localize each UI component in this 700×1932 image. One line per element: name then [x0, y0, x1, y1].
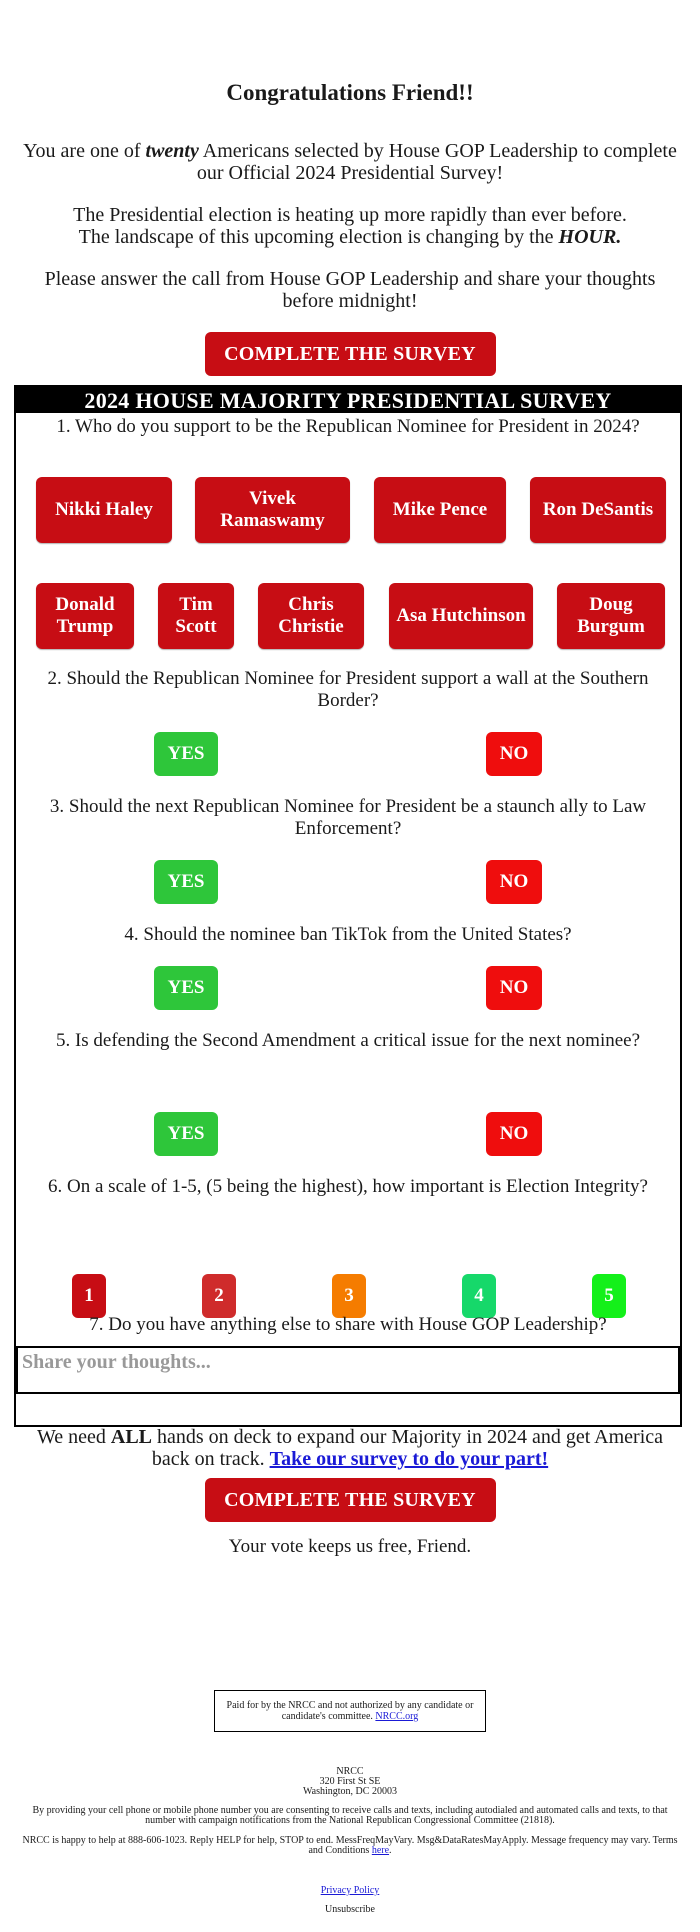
privacy-policy-link[interactable]: Privacy Policy: [320, 1885, 380, 1896]
closing-section: [0, 1426, 700, 1558]
candidate-button-trump[interactable]: Donald Trump: [36, 583, 134, 649]
q4-no-button[interactable]: NO: [486, 966, 542, 1010]
candidate-button-burgum[interactable]: Doug Burgum: [557, 583, 665, 649]
unsubscribe-link[interactable]: Unsubscribe: [325, 1904, 375, 1915]
survey-box: [14, 385, 682, 1427]
footer-address: [0, 1767, 700, 1797]
nrcc-link[interactable]: NRCC.org: [375, 1711, 419, 1722]
q5-yes-button[interactable]: YES: [154, 1112, 218, 1156]
rating-button-4[interactable]: 4: [462, 1274, 496, 1318]
survey-title: 2024 HOUSE MAJORITY PRESIDENTIAL SURVEY: [16, 387, 680, 413]
closing-paragraph: We need ALL hands on deck to expand our Majority in 2024 and get America back on track. Take our survey to do your part!: [36, 1426, 664, 1470]
greeting-heading: Congratulations Friend!!: [226, 80, 474, 105]
intro-paragraph-1: You are one of twenty Americans selected by House GOP Leadership to complete our Official 2024 Presidential Survey!: [23, 140, 677, 184]
question-5: 5. Is defending the Second Amendment a critical issue for the next nominee?: [55, 1030, 641, 1051]
q5-no-button[interactable]: NO: [486, 1112, 542, 1156]
complete-survey-button-bottom[interactable]: COMPLETE THE SURVEY: [205, 1478, 496, 1522]
intro-paragraph-2: The Presidential election is heating up more rapidly than ever before. The landscape of this upcoming election is changing by the HOUR.: [73, 204, 627, 248]
take-survey-link[interactable]: Take our survey to do your part!: [269, 1448, 549, 1470]
candidate-button-ramaswamy[interactable]: Vivek Ramaswamy: [195, 477, 350, 543]
candidate-button-scott[interactable]: Tim Scott: [158, 583, 234, 649]
question-2: 2. Should the Republican Nominee for President support a wall at the Southern Border?: [47, 668, 649, 711]
footer-help: NRCC is happy to help at 888-606-1023. Reply HELP for help, STOP to end. MessFreqMayVary. Msg&DataRatesMayApply. Message frequency may vary. Terms and Conditions here.: [22, 1835, 678, 1856]
footer-addr1: 320 First St SE: [319, 1776, 381, 1787]
q4-yes-button[interactable]: YES: [154, 966, 218, 1010]
rating-button-5[interactable]: 5: [592, 1274, 626, 1318]
q3-yes-button[interactable]: YES: [154, 860, 218, 904]
candidate-button-desantis[interactable]: Ron DeSantis: [530, 477, 666, 543]
candidate-button-christie[interactable]: Chris Christie: [258, 583, 364, 649]
candidate-button-haley[interactable]: Nikki Haley: [36, 477, 172, 543]
rating-button-2[interactable]: 2: [202, 1274, 236, 1318]
rating-button-3[interactable]: 3: [332, 1274, 366, 1318]
question-7: 7. Do you have anything else to share with House GOP Leadership?: [89, 1314, 607, 1335]
q3-no-button[interactable]: NO: [486, 860, 542, 904]
footer-consent: By providing your cell phone or mobile phone number you are consenting to receive calls and texts, including autodialed and automated calls and texts, to that number with campaign notifications from the National Republican Congressional Committee (21818).: [32, 1805, 668, 1826]
complete-survey-button-top[interactable]: COMPLETE THE SURVEY: [205, 332, 496, 376]
candidate-button-hutchinson[interactable]: Asa Hutchinson: [389, 583, 533, 649]
closing-tagline: Your vote keeps us free, Friend.: [228, 1536, 472, 1557]
footer-privacy: [0, 1886, 700, 1896]
intro-paragraph-3: Please answer the call from House GOP Leadership and share your thoughts before midnight!: [44, 268, 656, 312]
terms-link[interactable]: here: [371, 1845, 390, 1856]
paid-for-disclaimer: Paid for by the NRCC and not authorized by any candidate or candidate's committee. NRCC.org: [214, 1690, 486, 1732]
footer-addr2: Washington, DC 20003: [303, 1786, 397, 1797]
question-4: 4. Should the nominee ban TikTok from the United States?: [124, 924, 572, 945]
footer-org: NRCC: [336, 1766, 364, 1777]
candidate-button-pence[interactable]: Mike Pence: [374, 477, 506, 543]
q2-no-button[interactable]: NO: [486, 732, 542, 776]
rating-button-1[interactable]: 1: [72, 1274, 106, 1318]
question-3: 3. Should the next Republican Nominee for President be a staunch ally to Law Enforcement?: [49, 796, 647, 839]
q2-yes-button[interactable]: YES: [154, 732, 218, 776]
intro-section: [0, 0, 700, 376]
question-6: 6. On a scale of 1-5, (5 being the highest), how important is Election Integrity?: [48, 1176, 648, 1197]
thoughts-input[interactable]: Share your thoughts...: [16, 1346, 680, 1394]
question-1: 1. Who do you support to be the Republican Nominee for President in 2024?: [56, 416, 640, 437]
